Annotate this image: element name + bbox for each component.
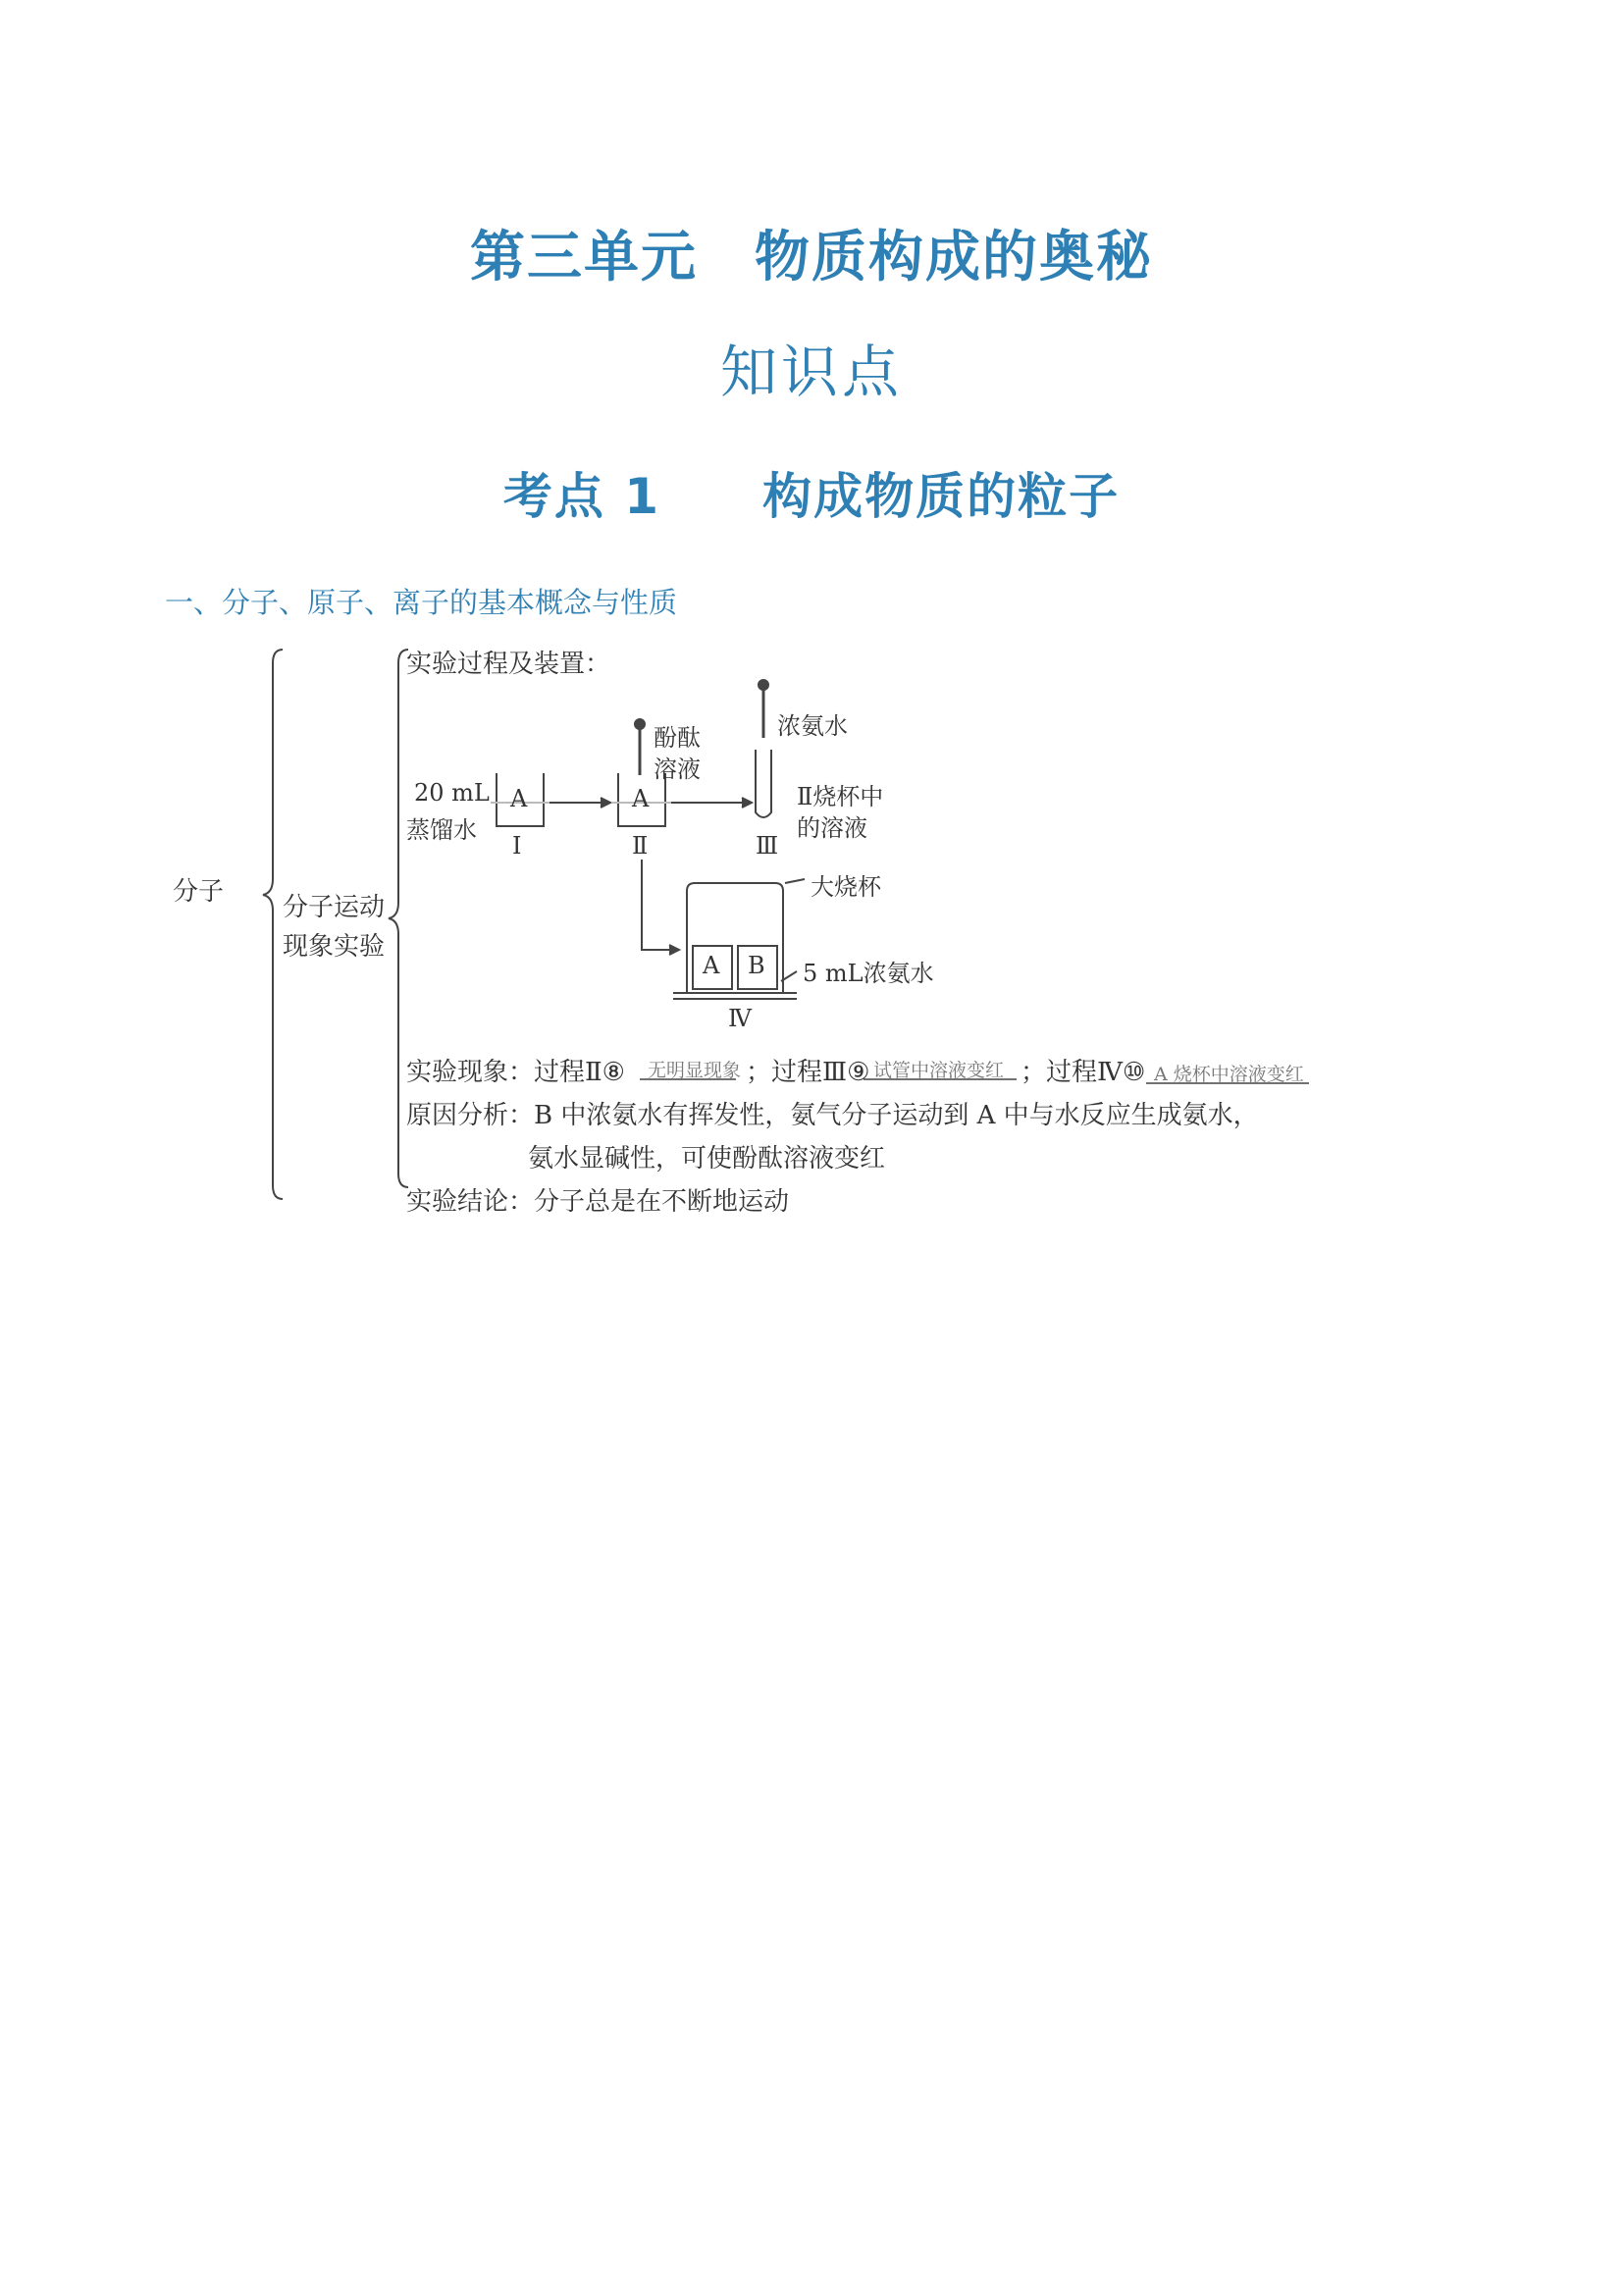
step-4-label: Ⅳ (728, 1005, 752, 1032)
beaker-1-letter: A (510, 785, 528, 812)
step-1-label: Ⅰ (512, 832, 522, 860)
process-label: 实验过程及装置： (406, 650, 611, 679)
knowledge-title: 知识点 (719, 339, 903, 405)
phenol-label-line1: 酚酞 (654, 724, 701, 752)
phenomenon-prefix: 实验现象：过程Ⅱ⑧ (406, 1058, 625, 1087)
phenomenon-mid-9: ；过程Ⅲ⑨ (746, 1058, 870, 1087)
big-beaker-4 (687, 883, 783, 993)
conclusion: 实验结论：分子总是在不断地运动 (406, 1187, 790, 1217)
phenol-label-line2: 溶液 (654, 756, 701, 783)
branch-label-line1: 分子运动 (283, 893, 386, 922)
answer-10: A 烧杯中溶液变红 (1154, 1064, 1304, 1085)
reason-line1: 原因分析：B 中浓氨水有挥发性，氨气分子运动到 A 中与水反应生成氨水， (406, 1101, 1259, 1130)
tube-label-line1: Ⅱ烧杯中 (797, 783, 884, 810)
test-tube-3 (756, 750, 771, 817)
outer-brace (263, 650, 283, 1199)
step-2-label: Ⅱ (632, 832, 649, 860)
root-label: 分子 (173, 877, 225, 907)
water-label-line2: 蒸馏水 (406, 816, 477, 844)
ammonia-label: 浓氨水 (777, 712, 848, 740)
phenomenon-mid-10: ；过程Ⅳ⑩ (1021, 1058, 1146, 1087)
step-3-label: Ⅲ (756, 832, 779, 860)
reason-line2: 氨水显碱性，可使酚酞溶液变红 (528, 1144, 886, 1174)
beaker-b-letter: B (748, 952, 765, 979)
big-beaker-label: 大烧杯 (811, 873, 881, 901)
inner-brace (389, 650, 408, 1187)
beaker-2-letter: A (632, 785, 650, 812)
water-label-line1: 20 mL (414, 779, 490, 807)
arrow-2-4 (642, 860, 677, 950)
unit-title: 第三单元 物质构成的奥秘 (470, 226, 1153, 289)
section-heading: 一、分子、原子、离子的基本概念与性质 (165, 586, 678, 619)
tube-label-line2: 的溶液 (797, 814, 867, 842)
beaker-a-letter: A (703, 952, 720, 979)
answer-8: 无明显现象 (648, 1060, 742, 1081)
branch-label-line2: 现象实验 (283, 932, 386, 962)
ammonia-5ml-label: 5 mL浓氨水 (803, 960, 934, 987)
answer-9: 试管中溶液变红 (873, 1060, 1005, 1081)
topic-title: 考点 1 构成物质的粒子 (502, 468, 1121, 525)
